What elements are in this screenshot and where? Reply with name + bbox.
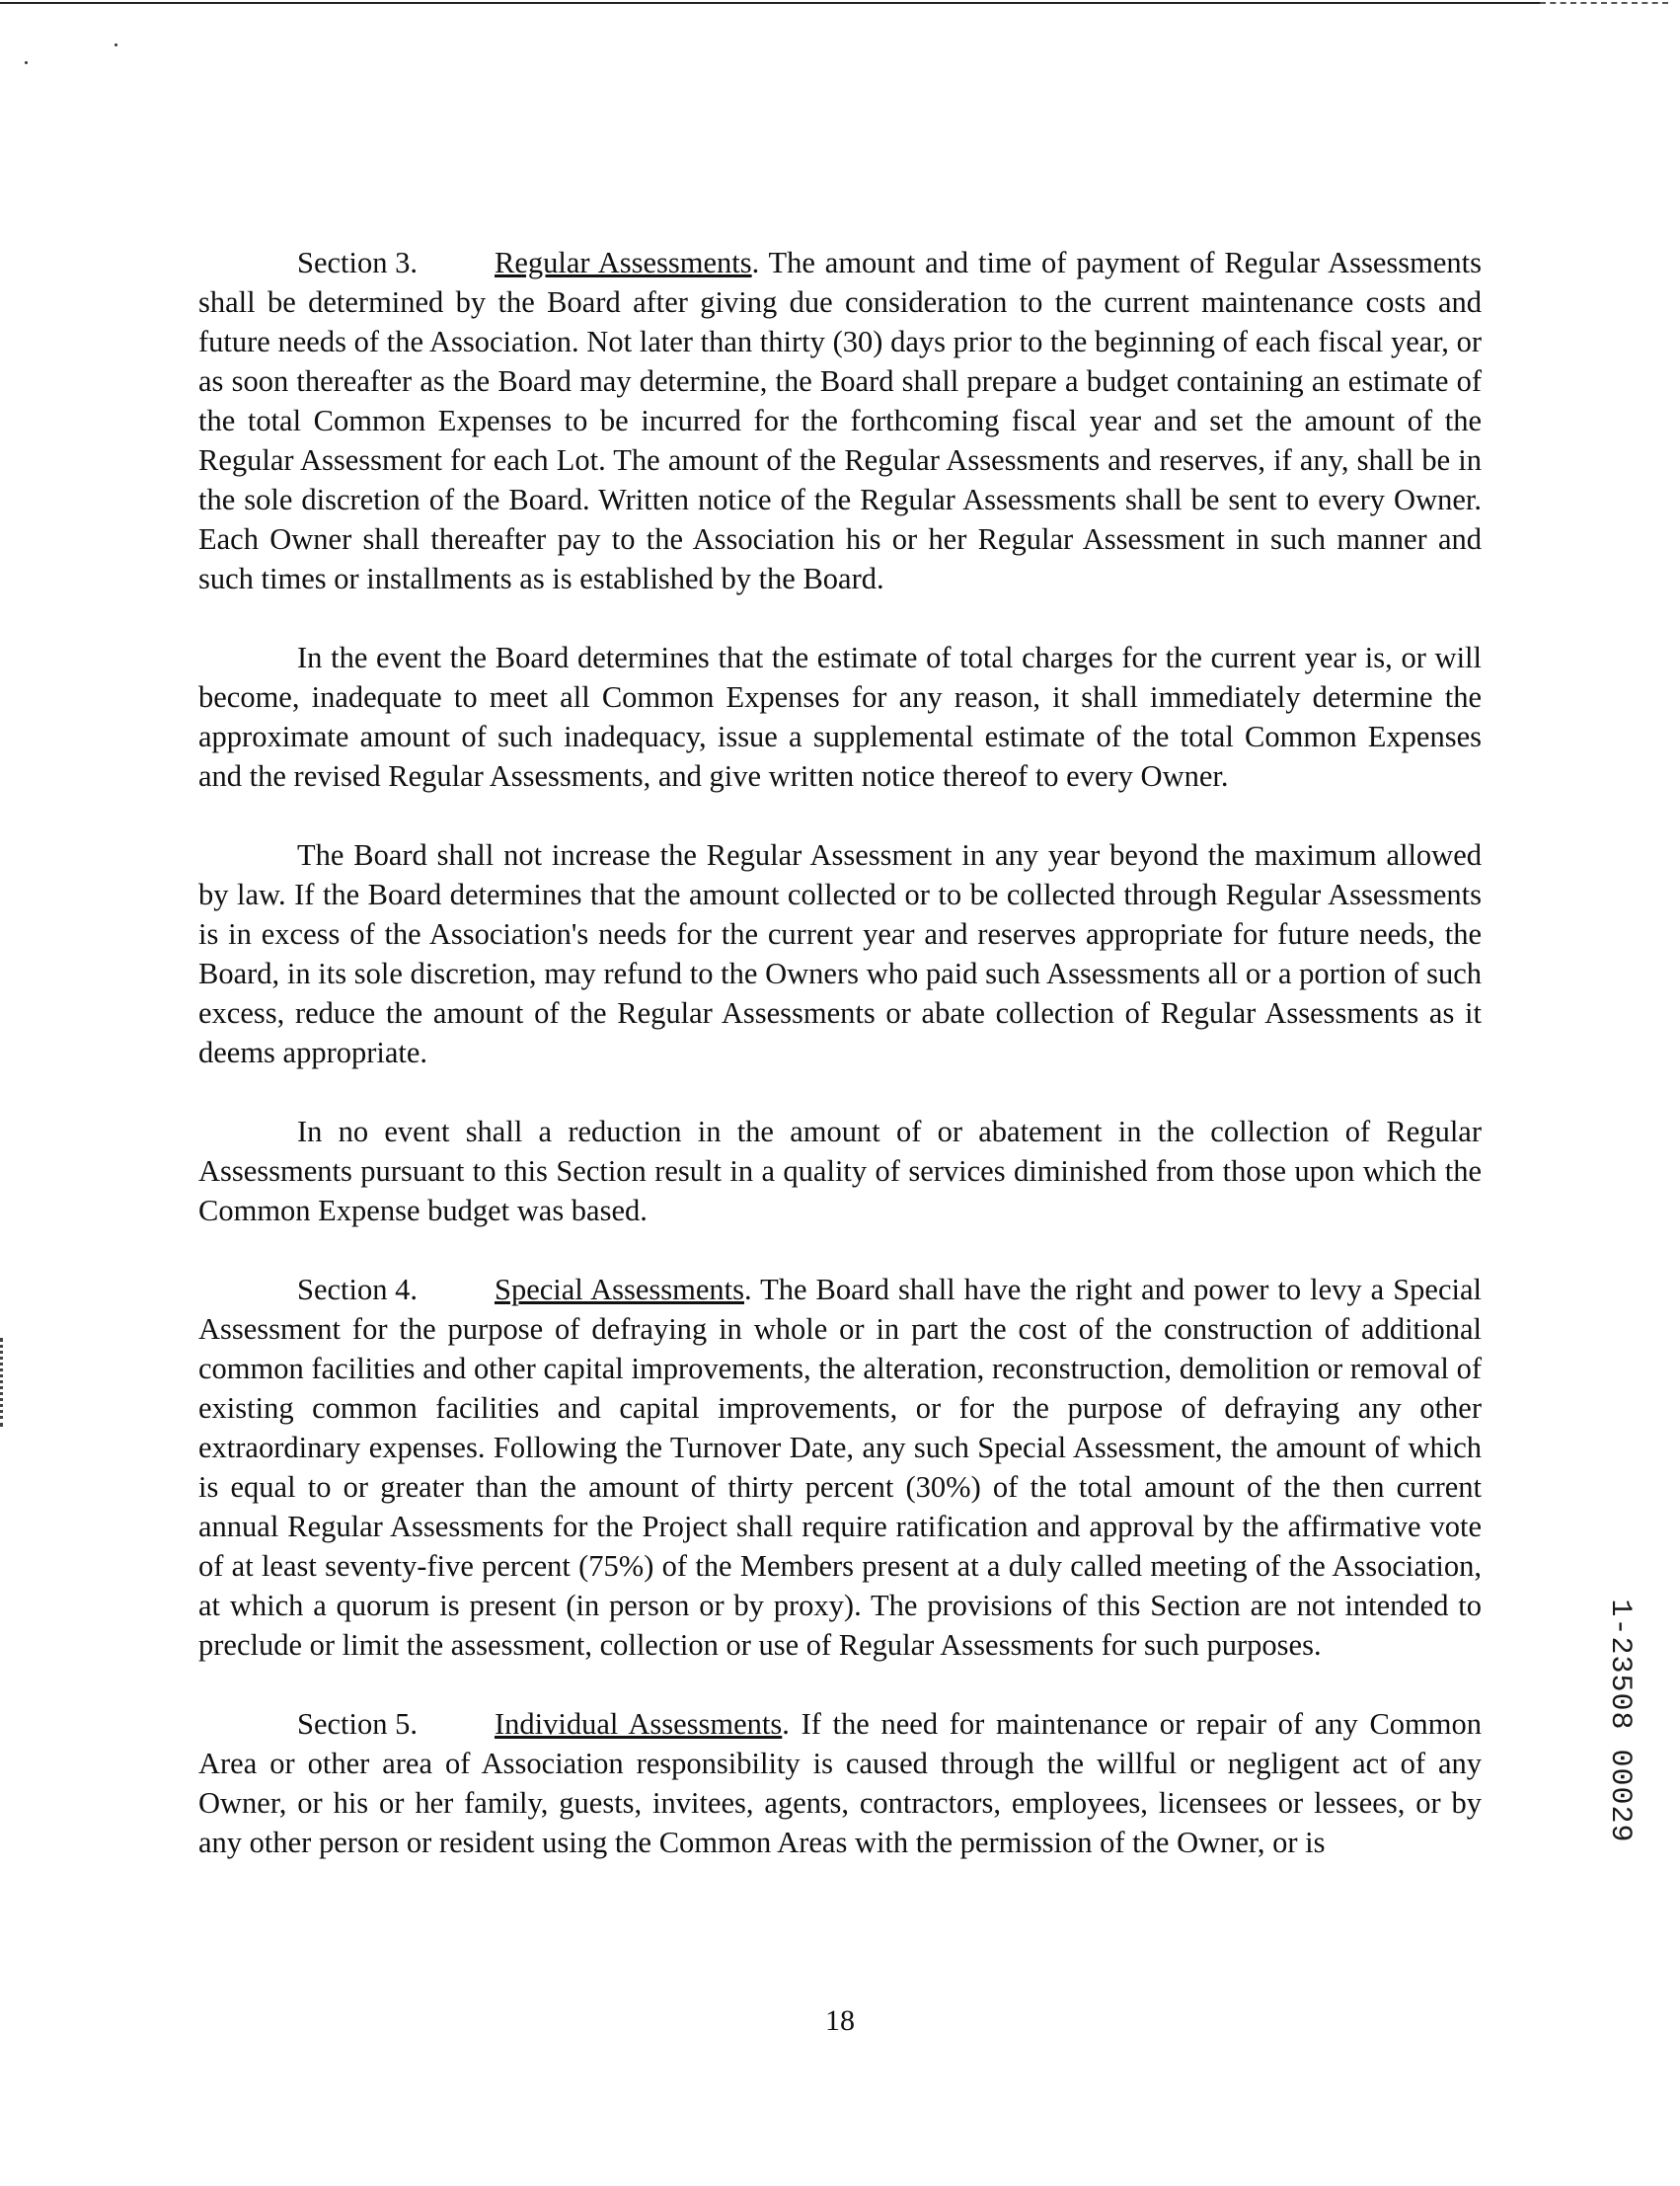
section-4-paragraph [198, 1270, 1482, 1665]
left-edge-marks [0, 1338, 6, 1427]
section-5-title: Individual Assessments [495, 1707, 783, 1741]
scan-speck [115, 43, 117, 46]
section-5-number: Section 5. [297, 1707, 418, 1741]
section-4-number: Section 4. [297, 1273, 418, 1306]
section-3-number: Section 3. [297, 246, 418, 279]
scan-speck [25, 61, 28, 64]
section-3-title: Regular Assessments [495, 246, 752, 279]
body-paragraph-services: In no event shall a reduction in the amount of or abatement in the collection of Regular Assessments pursuant to this Section result in a quality of services diminished from those upon which the Common Expense budget was based. [198, 1115, 1482, 1227]
section-3-text: . The amount and time of payment of Regular Assessments shall be determined by the Board after giving due consideration to the current maintenance costs and future needs of the Association. Not later than thirty (30) days prior to the beginning of each fiscal year, or as soon thereafter as the Board may determine, the Board shall prepare a budget containing an estimate of the total Common Expenses to be incurred for the forthcoming fiscal year and set the amount of the Regular Assessment for each Lot. The amount of the Regular Assessments and reserves, if any, shall be in the sole discretion of the Board. Written notice of the Regular Assessments shall be sent to every Owner. Each Owner shall thereafter pay to the Association his or her Regular Assessment in such manner and such times or installments as is established by the Board. [198, 246, 1482, 595]
section-5-paragraph [198, 1704, 1482, 1862]
side-recording-stamp [1599, 1593, 1641, 1849]
top-scan-rule [0, 2, 1540, 4]
body-paragraph-refund: The Board shall not increase the Regular Assessment in any year beyond the maximum allowed by law. If the Board determines that the amount collected or to be collected through Regular Assessments is in excess of the Association's needs for the current year and reserves appropriate for future needs, the Board, in its sole discretion, may refund to the Owners who paid such Assessments all or a portion of such excess, reduce the amount of the Regular Assessments or abate collection of Regular Assessments as it deems appropriate. [198, 838, 1482, 1069]
side-recording-number: 1-23508 00029 [1603, 1599, 1637, 1843]
document-body [198, 243, 1482, 1902]
body-paragraph-inadequacy: In the event the Board determines that the estimate of total charges for the current year is, or will become, inadequate to meet all Common Expenses for any reason, it shall immediately determine the approximate amount of such inadequacy, issue a supplemental estimate of the total Common Expenses and the revised Regular Assessments, and give written notice thereof to every Owner. [198, 641, 1482, 793]
section-4-text: . The Board shall have the right and power to levy a Special Assessment for the purpose of defraying in whole or in part the cost of the construction of additional common facilities and other capital improvements, the alteration, reconstruction, demolition or removal of existing common facilities and capital improvements, or for the purpose of defraying any other extraordinary expenses. Following the Turnover Date, any such Special Assessment, the amount of which is equal to or greater than the amount of thirty percent (30%) of the total amount of the then current annual Regular Assessments for the Project shall require ratification and approval by the affirmative vote of at least seventy-five percent (75%) of the Members present at a duly called meeting of the Association, at which a quorum is present (in person or by proxy). The provisions of this Section are not intended to preclude or limit the assessment, collection or use of Regular Assessments for such purposes. [198, 1273, 1482, 1662]
section-5-text: . If the need for maintenance or repair of any Common Area or other area of Association responsibility is caused through the willful or negligent act of any Owner, or his or her family, guests, invitees, agents, contractors, employees, licensees or lessees, or by any other person or resident using the Common Areas with the permission of the Owner, or is [198, 1707, 1482, 1859]
section-3-paragraph [198, 243, 1482, 598]
section-4-title: Special Assessments [495, 1273, 744, 1306]
page-number: 18 [825, 2004, 855, 2037]
top-scan-rule-dashed [1540, 2, 1668, 4]
